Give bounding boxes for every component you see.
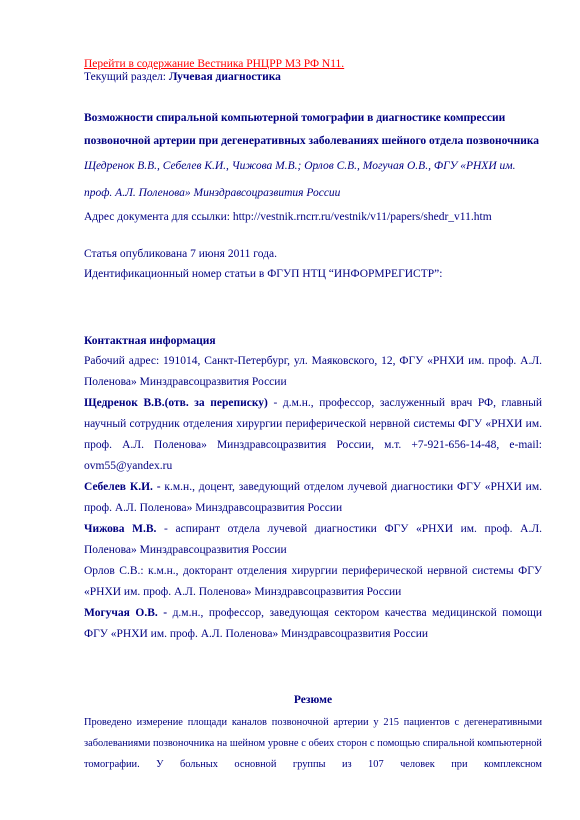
contact-person [84,561,542,603]
current-section [84,71,542,84]
summary-heading: Резюме [293,694,333,706]
contact-name: Щедренок В.В.(отв. за переписку) [84,397,268,409]
contact-info: - д.м.н., профессор, заслуженный врач РФ, главный научный сотрудник отделения хирургии периферической нервной системы ФГУ «РНХИ им. проф. А.Л. Поленова» Минздравсоцразвития России, м.т. +7-921-656-14-48, e-mail: ovm55@yandex.ru [84,397,543,472]
contact-info: д.м.н., профессор, заведующая сектором качества медицинской помощи ФГУ «РНХИ им. проф. А.Л. Поленова» Минздравсоцразвития России [84,607,542,640]
document-address [84,207,542,227]
address-url: http://vestnik.rncrr.ru/vestnik/v11/papers/shedr_v11.htm [232,211,492,223]
contact-name: Могучая О.В. - [84,607,168,619]
contact-info: Орлов С.В.: к.м.н., докторант отделения хирургии периферической нервной системы ФГУ «РНХИ им. проф. А.Л. Поленова» Минздравсоцразвития России [84,565,542,598]
contents-link[interactable]: Перейти в содержание Вестника РНЦРР МЗ РФ N11. [84,58,345,70]
contact-person [84,477,542,519]
contact-name: Себелев К.И. - [84,481,161,493]
summary-text: Проведено измерение площади каналов позвоночной артерии у 215 пациентов с дегенеративными заболеваниями позвоночника на шейном уровне с обеих сторон с помощью спиральной компьютерной томографии. У больных основной группы из 107 человек при комплексном [84,717,542,770]
contact-person [84,519,542,561]
contact-person [84,603,542,645]
contact-info: - аспирант отдела лучевой диагностики ФГУ «РНХИ им. проф. А.Л. Поленова» Минздравсоцразвития России [84,523,542,556]
address-label: Адрес документа для ссылки: [84,211,233,223]
article-title: Возможности спиральной компьютерной томографии в диагностике компрессии позвоночной артерии при дегенеративных заболеваниях шейного отдела позвоночника [84,112,540,147]
work-address: Рабочий адрес: 191014, Санкт-Петербург, ул. Маяковского, 12, ФГУ «РНХИ им. проф. А.Л. Поленова» Минздравсоцразвития России [84,355,542,388]
section-label: Текущий раздел: [84,71,169,83]
contact-person [84,393,542,477]
contact-info: к.м.н., доцент, заведующий отделом лучевой диагностики ФГУ «РНХИ им. проф. А.Л. Поленова» Минздравсоцразвития России [84,481,542,514]
publication-date: Статья опубликована 7 июня 2011 года. [84,248,277,260]
document-page [84,58,542,775]
contacts-heading: Контактная информация [84,335,216,347]
registry-id: Идентификационный номер статьи в ФГУП НТЦ “ИНФОРМРЕГИСТР”: [84,268,443,280]
section-name: Лучевая диагностика [168,71,281,83]
contact-name: Чижова М.В. [84,523,157,535]
article-authors: Щедренок В.В., Себелев К.И., Чижова М.В.; Орлов С.В., Могучая О.В., ФГУ «РНХИ им. проф. А.Л. Поленова» Минздравсоцразвития России [84,160,516,199]
